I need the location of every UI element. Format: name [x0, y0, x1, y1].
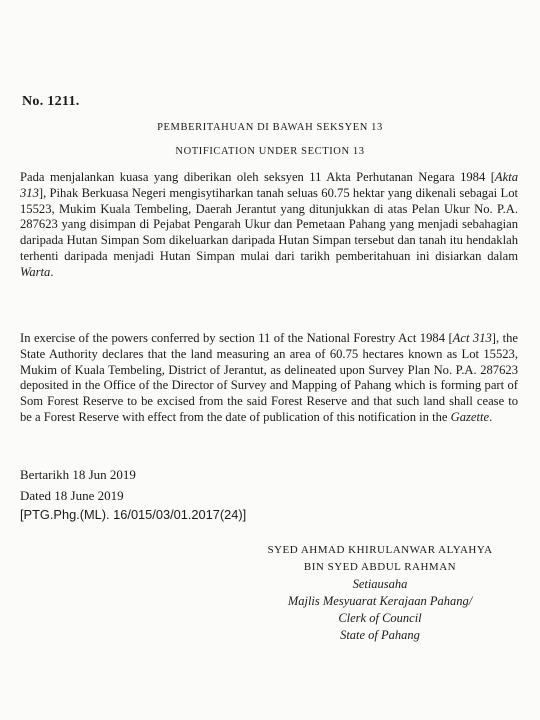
signature-block [240, 542, 520, 644]
paragraph-english-text-1: In exercise of the powers conferred by section 11 of the National Forestry Act 1984 [ [20, 331, 453, 345]
paragraph-english-gazette: Gazette [450, 409, 490, 424]
paragraph-malay-text-2: ], Pihak Berkuasa Negeri mengisytiharkan tanah seluas 60.75 hektar yang dikenali sebagai Lot 15523, Mukim Kuala Tembeling, Daerah Jerantut yang ditunjukkan di atas Pelan Ukur No. P.A. 287623 yang disimpan di Pejabat Pengarah Ukur dan Pemetaan Pahang yang menjadi sebahagian daripada Hutan Simpan Som dikeluarkan daripada Hutan Simpan tersebut dan tanah itu hendaklah terhenti daripada menjadi Hutan Simpan mulai dari tarikh pemberitahuan ini disiarkan dalam [20, 185, 518, 263]
signatory-name-line1: SYED AHMAD KHIRULANWAR ALYAHYA [267, 544, 493, 556]
date-english: Dated 18 June 2019 [20, 488, 124, 503]
paragraph-malay [20, 170, 518, 281]
paragraph-malay-act: Akta 313 [20, 170, 518, 200]
signatory-name-line2: BIN SYED ABDUL RAHMAN [303, 561, 457, 573]
date-malay: Bertarikh 18 Jun 2019 [20, 467, 136, 482]
paragraph-malay-text-1: Pada menjalankan kuasa yang diberikan oleh seksyen 11 Akta Perhutanan Negara 1984 [ [20, 170, 495, 184]
paragraph-english-text-2: ], the State Authority declares that the land measuring an area of 60.75 hectares known as Lot 15523, Mukim of Kuala Tembeling, District of Jerantut, as delineated upon Survey Plan No. P.A. 287623 deposited in the Office of the Director of Survey and Mapping of Pahang which is forming part of Som Forest Reserve to be excised from the said Forest Reserve and that such land shall cease to be a Forest Reserve with effect from the date of publication of this notification in the [20, 331, 518, 424]
paragraph-malay-text-3: . [50, 264, 54, 279]
signatory-title-english: Clerk of Council [338, 611, 422, 625]
paragraph-malay-gazette: Warta [20, 264, 51, 279]
signatory-body-malay: Majlis Mesyuarat Kerajaan Pahang/ [287, 594, 473, 608]
paragraph-english-text-3: . [489, 409, 493, 424]
reference-number: [PTG.Phg.(ML). 16/015/03/01.2017(24)] [20, 507, 247, 522]
paragraph-english-act: Act 313 [452, 331, 492, 345]
notice-number: No. 1211. [22, 94, 80, 109]
heading-malay: PEMBERITAHUAN DI BAWAH SEKSYEN 13 [157, 122, 383, 133]
paragraph-english [20, 331, 518, 426]
signatory-title-malay: Setiausaha [352, 577, 408, 591]
signatory-body-english: State of Pahang [340, 628, 420, 642]
heading-english: NOTIFICATION UNDER SECTION 13 [175, 146, 365, 157]
